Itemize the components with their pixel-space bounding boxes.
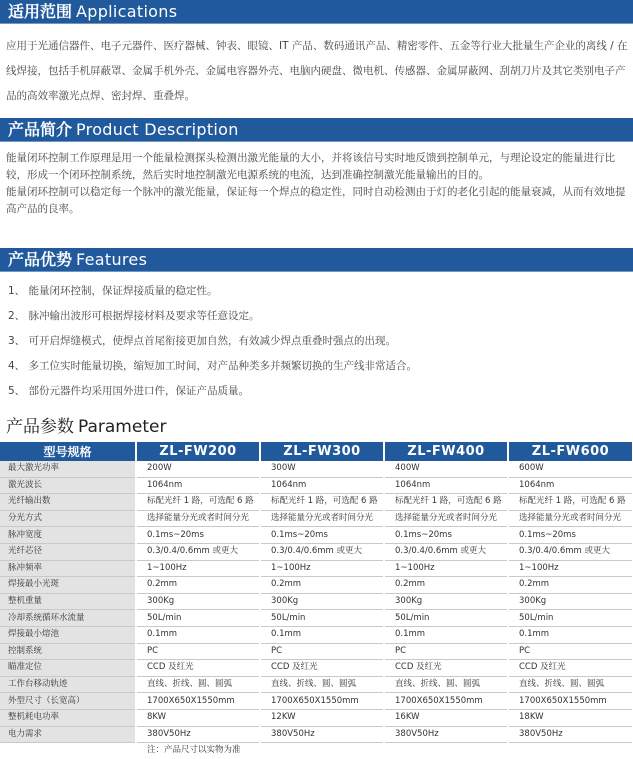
spec-row-label: 脉冲频率 xyxy=(0,560,136,577)
spec-cell: 380V50Hz xyxy=(136,726,260,743)
spec-cell: 直线、折线、圆、圆弧 xyxy=(136,676,260,693)
parameter-title-en: Parameter xyxy=(78,417,167,437)
spec-cell: 50L/min xyxy=(384,610,508,627)
spec-cell: 0.3/0.4/0.6mm 或更大 xyxy=(508,543,633,560)
model-header: ZL-FW600 xyxy=(508,442,633,461)
spec-cell: 0.1mm xyxy=(384,626,508,643)
spec-cell: 50L/min xyxy=(136,610,260,627)
spec-cell: 0.3/0.4/0.6mm 或更大 xyxy=(136,543,260,560)
spec-cell: 选择能量分光或者时间分光 xyxy=(260,510,384,527)
spec-cell: 1064nm xyxy=(260,477,384,494)
spec-cell: 1700X650X1550mm xyxy=(260,693,384,710)
applications-text-block xyxy=(6,34,630,109)
spec-cell: CCD 及红光 xyxy=(260,660,384,677)
spec-cell: 0.1mm xyxy=(260,626,384,643)
spec-cell: 1700X650X1550mm xyxy=(508,693,633,710)
table-row xyxy=(0,527,633,544)
spec-row-label: 电力需求 xyxy=(0,726,136,743)
spec-row-label: 外型尺寸（长宽高） xyxy=(0,693,136,710)
description-paragraph-1: 能量闭环控制工作原理是用一个能量检测探头检测出激光能量的大小，并将该信号实时地反馈到控制单元，与理论设定的能量进行比较，形成一个闭环控制系统，然后实时地控制激光电源系统的电流，达到准确控制激光能量输出的目的。 xyxy=(6,152,615,181)
spec-cell: 50L/min xyxy=(260,610,384,627)
features-header xyxy=(0,248,633,272)
feature-item: 1、 能量闭环控制，保证焊接质量的稳定性。 xyxy=(8,285,218,297)
spec-cell: 1064nm xyxy=(136,477,260,494)
table-row xyxy=(0,593,633,610)
feature-item: 5、 部份元器件均采用国外进口件，保证产品质量。 xyxy=(8,385,250,397)
spec-cell: 1~100Hz xyxy=(384,560,508,577)
spec-cell: 0.2mm xyxy=(384,577,508,594)
spec-cell: 0.1ms~20ms xyxy=(508,527,633,544)
spec-cell: 380V50Hz xyxy=(260,726,384,743)
spec-row-label: 光纤输出数 xyxy=(0,494,136,511)
spec-row-label: 激光波长 xyxy=(0,477,136,494)
spec-cell: PC xyxy=(136,643,260,660)
table-row xyxy=(0,693,633,710)
applications-header xyxy=(0,0,633,24)
spec-cell: 50L/min xyxy=(508,610,633,627)
spec-row-label: 工作台移动轨迹 xyxy=(0,676,136,693)
table-row xyxy=(0,494,633,511)
spec-cell: 0.2mm xyxy=(260,577,384,594)
spec-cell: 0.2mm xyxy=(136,577,260,594)
spec-cell: 1064nm xyxy=(508,477,633,494)
spec-cell: 0.1ms~20ms xyxy=(384,527,508,544)
parameter-title-cn: 产品参数 xyxy=(6,417,74,437)
applications-title-cn: 适用范围 xyxy=(8,2,73,21)
spec-row-label: 焊接最小熔池 xyxy=(0,626,136,643)
spec-cell: CCD 及红光 xyxy=(384,660,508,677)
spec-cell: 12KW xyxy=(260,709,384,726)
table-row xyxy=(0,726,633,743)
spec-cell: 0.3/0.4/0.6mm 或更大 xyxy=(260,543,384,560)
spec-cell: 直线、折线、圆、圆弧 xyxy=(508,676,633,693)
spec-cell: 16KW xyxy=(384,709,508,726)
spec-cell: 标配光纤 1 路，可选配 6 路 xyxy=(384,494,508,511)
description-title-cn: 产品简介 xyxy=(8,120,73,139)
spec-row-label: 冷却系统循环水流量 xyxy=(0,610,136,627)
spec-cell: 300W xyxy=(260,461,384,477)
model-header: ZL-FW200 xyxy=(136,442,260,461)
spec-cell: 18KW xyxy=(508,709,633,726)
spec-cell: 0.1mm xyxy=(508,626,633,643)
spec-cell: 1064nm xyxy=(384,477,508,494)
table-row xyxy=(0,709,633,726)
features-list xyxy=(8,281,628,406)
table-row xyxy=(0,510,633,527)
spec-cell: 380V50Hz xyxy=(508,726,633,743)
spec-cell: CCD 及红光 xyxy=(136,660,260,677)
spec-table xyxy=(0,442,633,759)
features-title-en: Features xyxy=(76,250,148,269)
feature-item: 3、 可开启焊缝模式，使焊点首尾衔接更加自然，有效减少焊点重叠时强点的出现。 xyxy=(8,335,397,347)
description-title-en: Product Description xyxy=(76,120,239,139)
spec-cell: 300Kg xyxy=(384,593,508,610)
spec-cell: 直线、折线、圆、圆弧 xyxy=(384,676,508,693)
spec-row-label: 整机重量 xyxy=(0,593,136,610)
table-row xyxy=(0,610,633,627)
features-title-cn: 产品优势 xyxy=(8,250,73,269)
feature-item: 2、 脉冲输出波形可根据焊接材料及要求等任意设定。 xyxy=(8,310,260,322)
spec-row-label: 光纤芯径 xyxy=(0,543,136,560)
description-header xyxy=(0,118,633,142)
table-row xyxy=(0,543,633,560)
description-text-block xyxy=(6,150,630,218)
spec-cell: 1~100Hz xyxy=(260,560,384,577)
spec-cell: 选择能量分光或者时间分光 xyxy=(136,510,260,527)
spec-cell: 1~100Hz xyxy=(508,560,633,577)
table-note: 注：产品尺寸以实物为准 xyxy=(136,743,633,759)
spec-row-label: 整机耗电功率 xyxy=(0,709,136,726)
spec-cell: 200W xyxy=(136,461,260,477)
table-row xyxy=(0,461,633,477)
spec-cell: 1~100Hz xyxy=(136,560,260,577)
spec-row-label: 分光方式 xyxy=(0,510,136,527)
spec-row-label: 脉冲宽度 xyxy=(0,527,136,544)
table-row xyxy=(0,560,633,577)
spec-cell: 0.1ms~20ms xyxy=(136,527,260,544)
table-row xyxy=(0,626,633,643)
spec-cell: 300Kg xyxy=(508,593,633,610)
table-row xyxy=(0,477,633,494)
spec-header-row xyxy=(0,442,633,461)
spec-cell: 600W xyxy=(508,461,633,477)
spec-cell: 0.1mm xyxy=(136,626,260,643)
spec-cell: PC xyxy=(260,643,384,660)
spec-cell: 380V50Hz xyxy=(384,726,508,743)
spec-cell: 300Kg xyxy=(260,593,384,610)
spec-cell: 0.3/0.4/0.6mm 或更大 xyxy=(384,543,508,560)
spec-cell: PC xyxy=(508,643,633,660)
note-spacer xyxy=(0,743,136,759)
table-row xyxy=(0,660,633,677)
spec-cell: 300Kg xyxy=(136,593,260,610)
parameter-title xyxy=(6,412,166,437)
spec-cell: 8KW xyxy=(136,709,260,726)
spec-header-label: 型号规格 xyxy=(0,442,136,461)
table-row xyxy=(0,643,633,660)
table-note-row xyxy=(0,743,633,759)
table-row xyxy=(0,577,633,594)
spec-cell: PC xyxy=(384,643,508,660)
spec-row-label: 最大激光功率 xyxy=(0,461,136,477)
spec-cell: CCD 及红光 xyxy=(508,660,633,677)
spec-cell: 选择能量分光或者时间分光 xyxy=(384,510,508,527)
spec-cell: 标配光纤 1 路，可选配 6 路 xyxy=(260,494,384,511)
applications-title-en: Applications xyxy=(76,2,178,21)
spec-cell: 400W xyxy=(384,461,508,477)
model-header: ZL-FW400 xyxy=(384,442,508,461)
spec-row-label: 瞄准定位 xyxy=(0,660,136,677)
description-paragraph-2: 能量闭环控制可以稳定每一个脉冲的激光能量，保证每一个焊点的稳定性，同时自动检测由于灯的老化引起的能量衰减，从而有效地提高产品的良率。 xyxy=(6,186,626,215)
spec-cell: 直线、折线、圆、圆弧 xyxy=(260,676,384,693)
spec-row-label: 焊接最小光斑 xyxy=(0,577,136,594)
table-row xyxy=(0,676,633,693)
spec-cell: 标配光纤 1 路，可选配 6 路 xyxy=(136,494,260,511)
spec-cell: 1700X650X1550mm xyxy=(384,693,508,710)
spec-cell: 选择能量分光或者时间分光 xyxy=(508,510,633,527)
spec-cell: 0.2mm xyxy=(508,577,633,594)
spec-cell: 0.1ms~20ms xyxy=(260,527,384,544)
applications-text: 应用于光通信器件、电子元器件、医疗器械、钟表、眼镜、IT 产品、数码通讯产品、精密零件、五金等行业大批量生产企业的离线 / 在线焊接，包括手机屏蔽罩、金属手机外壳、金属电容器外壳、电脑内硬盘、微电机、传感器、金属屏蔽网、刮胡刀片及其它类别电子产品的高效率激光点焊、密封焊、重叠焊。 xyxy=(6,40,628,102)
spec-row-label: 控制系统 xyxy=(0,643,136,660)
model-header: ZL-FW300 xyxy=(260,442,384,461)
spec-cell: 1700X650X1550mm xyxy=(136,693,260,710)
feature-item: 4、 多工位实时能量切换，缩短加工时间，对产品种类多并频繁切换的生产线非常适合。 xyxy=(8,360,418,372)
spec-cell: 标配光纤 1 路，可选配 6 路 xyxy=(508,494,633,511)
